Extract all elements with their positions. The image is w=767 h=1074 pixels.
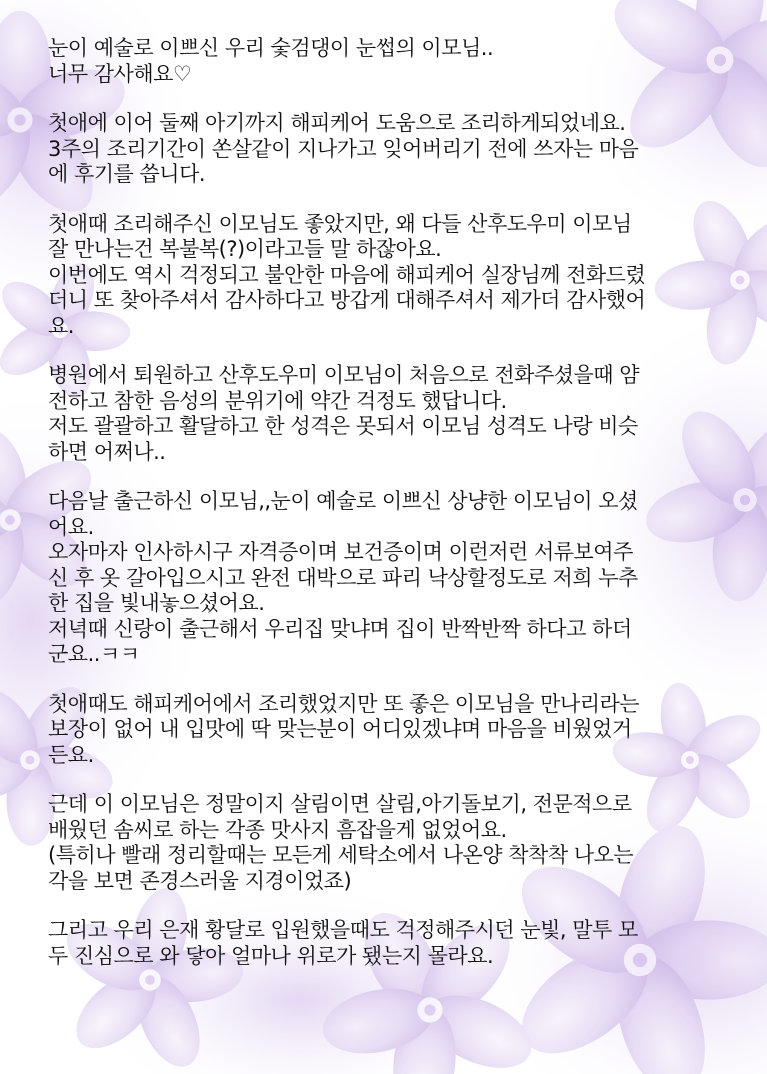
paragraph (48, 692, 728, 769)
text-line: 요. (48, 313, 74, 338)
text-line: 신 후 옷 갈아입으시고 완전 대박으로 파리 낙상할정도로 저희 누추 (48, 565, 638, 590)
text-line: 근데 이 이모님은 정말이지 살림이면 살림,아기돌보기, 전문적으로 (48, 792, 632, 816)
text-line: (특히나 빨래 정리할때는 모든게 세탁소에서 나온양 착착착 나오는 (48, 843, 634, 867)
text-line: 어요. (48, 514, 94, 539)
text-line: 보장이 없어 내 입맛에 딱 맞는분이 어디있겠냐며 마음을 비웠었거 (48, 717, 632, 741)
text-line: 하면 어쩌나.. (48, 439, 166, 464)
paragraph (48, 212, 728, 340)
paragraph (48, 792, 728, 894)
text-line: 잘 만나는건 복불복(?)이라고들 말 하잖아요. (48, 237, 442, 261)
text-line: 든요. (48, 742, 94, 767)
text-line: 다음날 출근하신 이모님,,눈이 예술로 이쁘신 상냥한 이모님이 오셨 (48, 489, 638, 513)
text-line: 3주의 조리기간이 쏜살같이 지나가고 잊어버리기 전에 쓰자는 마음 (48, 136, 639, 161)
paragraph (48, 111, 728, 188)
text-line: 첫애때도 해피케어에서 조리했었지만 또 좋은 이모님을 만나리라는 (48, 691, 640, 716)
text-line: 첫애에 이어 둘째 아기까지 해피케어 도움으로 조리하게되었네요. (48, 111, 626, 135)
text-line: 너무 감사해요♡ (48, 61, 192, 86)
text-line: 그리고 우리 은재 황달로 입원했을때도 걱정해주시던 눈빛, 말투 모 (48, 918, 638, 942)
text-line: 두 진심으로 와 닿아 얼마나 위로가 됐는지 몰라요. (48, 943, 494, 968)
text-line: 전하고 참한 음성의 분위기에 약간 걱정도 했답니다. (48, 388, 507, 413)
text-line: 에 후기를 씁니다. (48, 162, 206, 186)
text-line: 저도 괄괄하고 활달하고 한 성격은 못되서 이모님 성격도 나랑 비슷 (48, 414, 638, 438)
review-text (48, 36, 728, 993)
text-line: 군요..ㅋㅋ (48, 642, 140, 666)
text-line: 이번에도 역시 걱정되고 불안한 마음에 해피케어 실장님께 전화드렸 (48, 262, 646, 287)
text-line: 배웠던 솜씨로 하는 각종 맛사지 흠잡을게 없었어요. (48, 817, 507, 842)
text-line: 한 집을 빛내놓으셨어요. (48, 591, 265, 615)
paragraph (48, 489, 728, 668)
text-line: 더니 또 찾아주셔서 감사하다고 방갑게 대해주셔서 제가더 감사했어 (48, 288, 646, 312)
text-line: 눈이 예술로 이쁘신 우리 숯검댕이 눈썹의 이모님.. (48, 36, 494, 60)
text-line: 병원에서 퇴원하고 산후도우미 이모님이 처음으로 전화주셨을때 얌 (48, 363, 640, 387)
text-line: 각을 보면 존경스러울 지경이었죠) (48, 868, 352, 893)
paragraph (48, 36, 728, 87)
text-line: 저녁때 신랑이 출근해서 우리집 맞냐며 집이 반짝반짝 하다고 하더 (48, 616, 632, 641)
paragraph (48, 363, 728, 465)
text-line: 오자마자 인사하시구 자격증이며 보건증이며 이런저런 서류보여주 (48, 540, 633, 564)
paragraph (48, 918, 728, 969)
text-line: 첫애때 조리해주신 이모님도 좋았지만, 왜 다들 산후도우미 이모님 (48, 211, 632, 236)
